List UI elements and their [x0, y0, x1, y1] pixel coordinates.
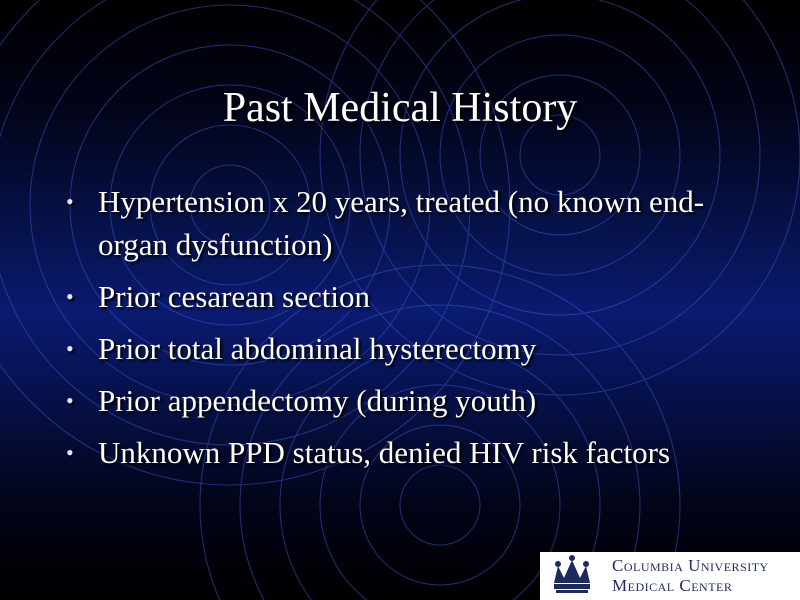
logo-text [612, 556, 769, 596]
bullet-item [66, 431, 746, 474]
bullet-item [66, 379, 746, 422]
crown-icon [544, 554, 600, 598]
bullet-icon: • [66, 440, 74, 465]
slide-title: Past Medical History [222, 85, 578, 131]
logo-line-1: Columbia University [612, 556, 769, 575]
bullet-list [66, 180, 746, 483]
bullet-text: Prior appendectomy (during youth) [98, 383, 537, 418]
logo-line-2: Medical Center [612, 576, 733, 595]
bullet-item [66, 327, 746, 370]
columbia-logo [540, 552, 800, 600]
bullet-icon: • [66, 336, 74, 361]
bullet-text: Prior total abdominal hysterectomy [98, 331, 537, 366]
bullet-icon: • [66, 189, 74, 214]
bullet-item [66, 275, 746, 318]
bullet-icon: • [66, 284, 74, 309]
bullet-text: Unknown PPD status, denied HIV risk factors [98, 435, 671, 470]
bullet-item [66, 180, 746, 266]
bullet-text: Prior cesarean section [98, 279, 370, 314]
bullet-icon: • [66, 388, 74, 413]
bullet-text: Hypertension x 20 years, treated (no known end-organ dysfunction) [98, 184, 705, 262]
